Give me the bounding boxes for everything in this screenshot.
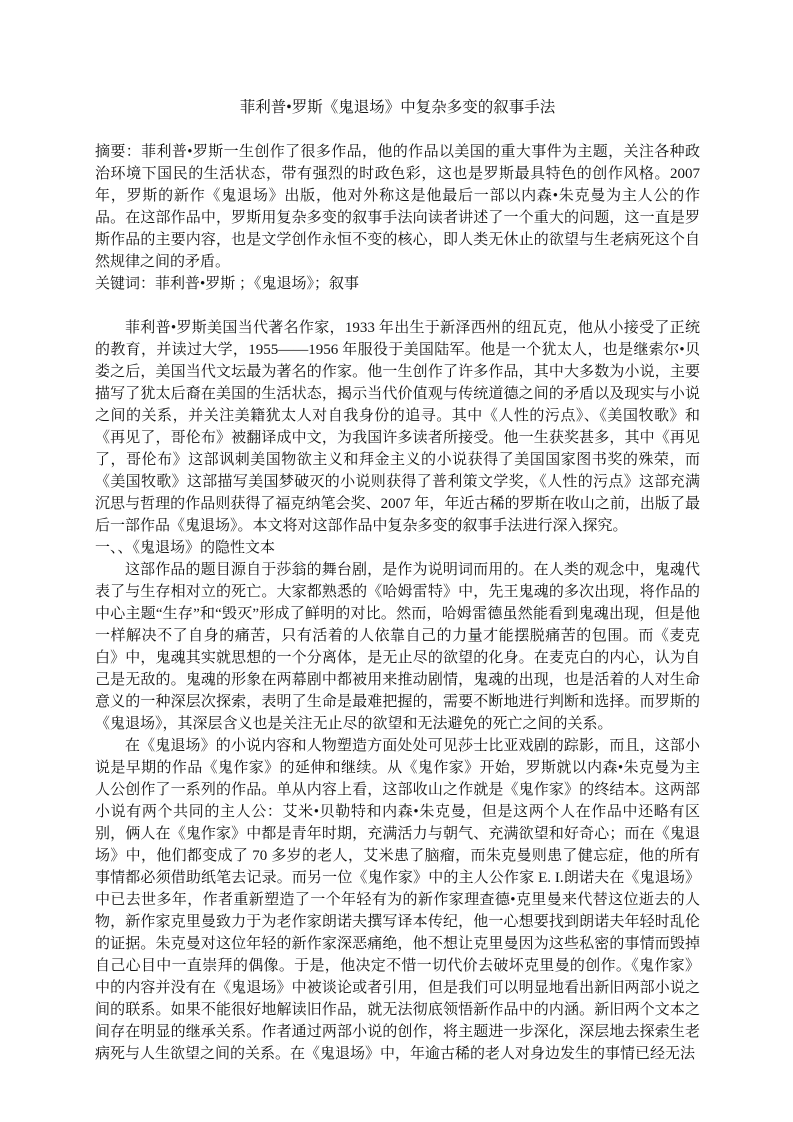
section1-heading: 一、、《鬼退场》的隐性文本 (95, 540, 276, 556)
document-body (95, 97, 700, 1065)
section1-paragraph-2: 在《鬼退场》的小说内容和人物塑造方面处处可见莎士比亚戏剧的踪影，而且，这部小说是早期的作品《鬼作家》的延伸和继续。从《鬼作家》开始，罗斯就以内森•朱克曼为主人公创作了一系列的作品。单从内容上看，这部收山之作就是《鬼作家》的终结本。这两部小说有两个共同的主人公：艾米•贝勒特和内森•朱克曼，但是这两个人在作品中还略有区别，俩人在《鬼作家》中都是青年时期，充满活力与朝气、充满欲望和好奇心；而在《鬼退场》中，他们都变成了 70 多岁的老人，艾米患了脑瘤，而朱克曼则患了健忘症，他的所有事情都必须借助纸笔去记录。而另一位《鬼作家》中的主人公作家 E. I.朗诺夫在《鬼退场》中已去世多年，作者重新塑造了一个年轻有为的新作家理查德•克里曼来代替这位逝去的人物，新作家克里曼致力于为老作家朗诺夫撰写译本传纪，他一心想要找到朗诺夫年轻时乱伦的证据。朱克曼对这位年轻的新作家深恶痛绝，他不想让克里曼因为这些私密的事情而毁掉自己心目中一直崇拜的偶像。于是，他决定不惜一切代价去破坏克里曼的创作。《鬼作家》中的内容并没有在《鬼退场》中被谈论或者引用，但是我们可以明显地看出新旧两部小说之间的联系。如果不能很好地解读旧作品，就无法彻底领悟新作品中的内涵。新旧两个文本之间存在明显的继承关系。作者通过两部小说的创作，将主题进一步深化，深层地去探索生老病死与人生欲望之间的关系。在《鬼退场》中，年逾古稀的老人对身边发生的事情已经无法 (95, 738, 700, 1062)
author-intro-paragraph: 菲利普•罗斯美国当代著名作家，1933 年出生于新泽西州的纽瓦克，他从小接受了正统的教育，并读过大学，1955——1956 年服役于美国陆军。他是一个犹太人，也是继索尔•贝娄之后，美国当代文坛最为著名的作家。他一生创作了许多作品，其中大多数为小说，主要描写了犹太后裔在美国的生活状态，揭示当代价值观与传统道德之间的矛盾以及现实与小说之间的关系，并关注美籍犹太人对自我身份的追寻。其中《人性的污点》、《美国牧歌》和《再见了，哥伦布》被翻译成中文，为我国许多读者所接受。他一生获奖甚多，其中《再见了，哥伦布》这部讽刺美国物欲主义和拜金主义的小说获得了美国国家图书奖的殊荣，而《美国牧歌》这部描写美国梦破灭的小说则获得了普利策文学奖，《人性的污点》这部充满沉思与哲理的作品则获得了福克纳笔会奖、2007 年，年近古稀的罗斯在收山之前，出版了最后一部作品《鬼退场》。本文将对这部作品中复杂多变的叙事手法进行深入探究。 (95, 320, 700, 534)
keywords-line: 关键词：菲利普•罗斯 ；《鬼退场》；叙事 (95, 276, 360, 292)
document-title: 菲利普•罗斯《鬼退场》中复杂多变的叙事手法 (239, 99, 556, 116)
section1-paragraph-1: 这部作品的题目源自于莎翁的舞台剧，是作为说明词而用的。在人类的观念中，鬼魂代表了与生存相对立的死亡。大家都熟悉的《哈姆雷特》中，先王鬼魂的多次出现，将作品的中心主题“生存”和“毁灭”形成了鲜明的对比。然而，哈姆雷德虽然能看到鬼魂出现，但是他一样解决不了自身的痛苦，只有活着的人依靠自己的力量才能摆脱痛苦的包围。而《麦克白》中，鬼魂其实就思想的一个分离体，是无止尽的欲望的化身。在麦克白的内心，认为自己是无敌的。鬼魂的形象在两幕剧中都被用来推动剧情，鬼魂的出现，也是活着的人对生命意义的一种深层次探索，表明了生命是最难把握的，需要不断地进行判断和选择。而罗斯的《鬼退场》，其深层含义也是关注无止尽的欲望和无法避免的死亡之间的关系。 (95, 562, 700, 732)
abstract-paragraph: 摘要：菲利普•罗斯一生创作了很多作品，他的作品以美国的重大事件为主题，关注各种政治环境下国民的生活状态，带有强烈的时政色彩，这也是罗斯最具特色的创作风格。2007 年，罗斯的新作《鬼退场》出版，他对外称这是他最后一部以内森•朱克曼为主人公的作品。在这部作品中，罗斯用复杂多变的叙事手法向读者讲述了一个重大的问题，这一直是罗斯作品的主要内容，也是文学创作永恒不变的核心，即人类无休止的欲望与生老病死这个自然规律之间的矛盾。 (95, 144, 700, 270)
